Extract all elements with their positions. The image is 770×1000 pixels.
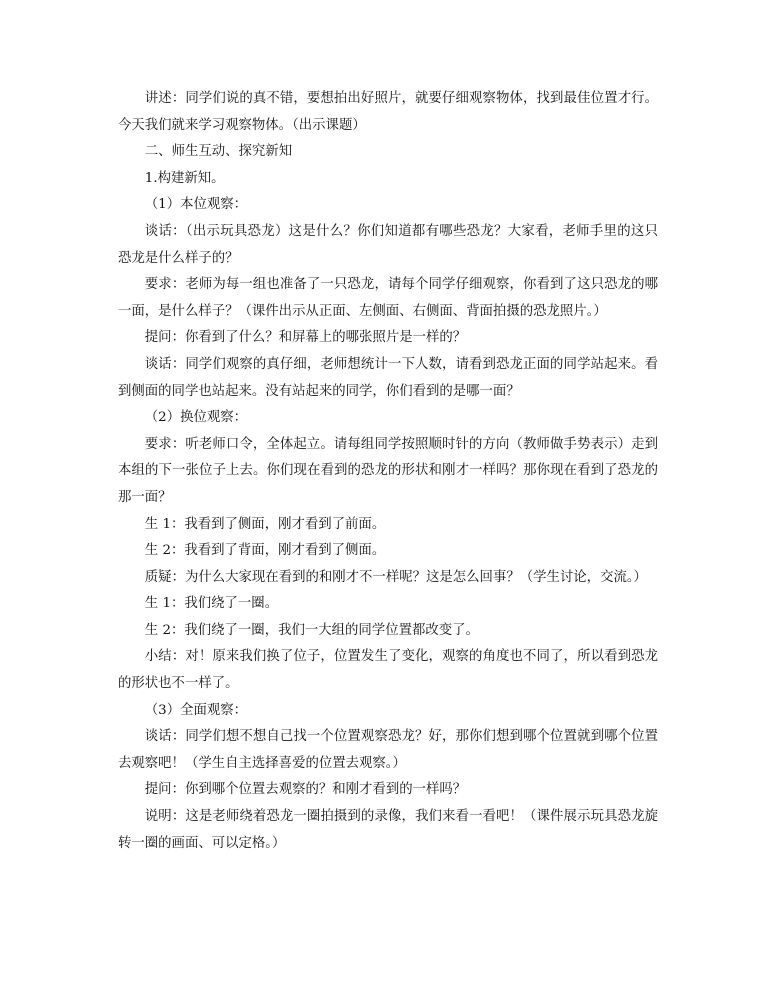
paragraph-question: 提问：你看到了什么？和屏幕上的哪张照片是一样的？ — [144, 330, 467, 346]
paragraph-explanation: 说明：这是老师绕着恐龙一圈拍摄到的录像，我们来看一看吧！（课件展示玩具恐龙旋转一圈的画面、可以定格。） — [118, 809, 658, 851]
step-heading: （3）全面观察： — [144, 702, 248, 718]
paragraph-student-answer: 生 1：我们绕了一圈。 — [144, 596, 279, 612]
paragraph-talk: 谈话：（出示玩具恐龙）这是什么？你们知道都有哪些恐龙？大家看，老师手里的这只恐龙是什么样子的？ — [118, 223, 658, 266]
paragraph-student-answer: 生 2：我看到了背面，刚才看到了侧面。 — [144, 543, 386, 559]
subsection-heading: 1.构建新知。 — [144, 170, 225, 186]
paragraph-student-answer: 生 1：我看到了侧面，刚才看到了前面。 — [144, 516, 386, 532]
step-heading: （1）本位观察： — [144, 197, 248, 213]
step-heading: （2）换位观察： — [144, 410, 248, 426]
document-body — [118, 86, 658, 857]
paragraph-summary: 小结：对！原来我们换了位子，位置发生了变化，观察的角度也不同了，所以看到恐龙的形状也不一样了。 — [118, 649, 658, 692]
paragraph-query: 质疑：为什么大家现在看到的和刚才不一样呢？这是怎么回事？（学生讨论，交流。） — [144, 569, 647, 585]
paragraph-student-answer: 生 2：我们绕了一圈，我们一大组的同学位置都改变了。 — [144, 622, 479, 638]
paragraph-question: 提问：你到哪个位置去观察的？和刚才看到的一样吗？ — [144, 782, 467, 798]
section-heading: 二、师生互动、探究新知 — [144, 144, 293, 160]
paragraph-requirement: 要求：老师为每一组也准备了一只恐龙，请每个同学仔细观察，你看到了这只恐龙的哪一面，是什么样子？（课件出示从正面、左侧面、右侧面、背面拍摄的恐龙照片。） — [118, 277, 658, 319]
paragraph-talk: 谈话：同学们想不想自己找一个位置观察恐龙？好，那你们想到哪个位置就到哪个位置去观察吧！（学生自主选择喜爱的位置去观察。） — [118, 729, 658, 771]
paragraph-requirement: 要求：听老师口令，全体起立。请每组同学按照顺时针的方向（教师做手势表示）走到本组的下一张位子上去。你们现在看到的恐龙的形状和刚才一样吗？那你现在看到了恐龙的那一面？ — [118, 436, 658, 505]
paragraph-talk: 谈话：同学们观察的真仔细，老师想统计一下人数，请看到恐龙正面的同学站起来。看到侧面的同学也站起来。没有站起来的同学，你们看到的是哪一面？ — [118, 356, 658, 399]
paragraph-narration: 讲述：同学们说的真不错，要想拍出好照片，就要仔细观察物体，找到最佳位置才行。今天我们就来学习观察物体。（出示课题） — [118, 91, 658, 133]
